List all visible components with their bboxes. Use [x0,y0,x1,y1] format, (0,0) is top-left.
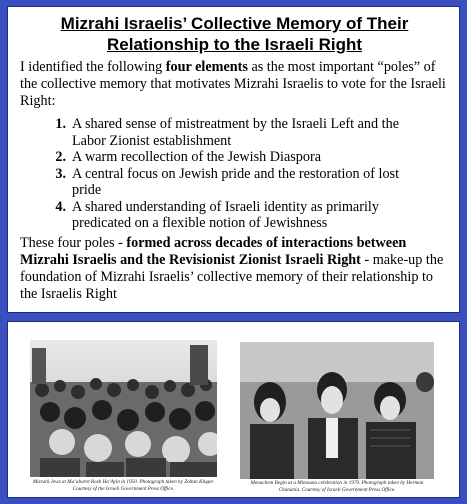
intro-paragraph [20,59,449,110]
title-line-1: Mizrahi Israelis’ Collective Memory of Their [60,14,409,33]
list-number: 3. [55,165,66,182]
list-number: 1. [55,116,66,132]
list-text: A warm recollection of the Jewish Diaspora [72,149,321,165]
title-line-2: Relationship to the Israeli Right [106,35,363,54]
crowd-photo-image [30,340,217,477]
closing-bold-text: formed across decades of interactions between Mizrahi Israelis and the Revisionist Zionist Israeli Right [20,234,407,268]
list-item [20,199,449,232]
elements-list [20,116,449,232]
list-item [20,116,449,149]
photo-caption-left: Mizrahi Jews at Ma’abarot Rosh Ha’Ayin in 1950. Photograph taken by Zoltan Kluger. Courtesy of the Israeli Government Press Office. [32,479,215,492]
celebration-photo-image [240,342,434,479]
page-title [20,13,449,55]
closing-text-end: - make-up the foundation of Mizrahi Israelis’ collective memory of their relationship to the Israelis Right [20,251,444,302]
list-item [20,149,449,166]
intro-text-start: I identified the following [20,59,166,75]
photo-crowd [30,340,217,477]
list-number: 4. [55,198,66,215]
text-panel [7,6,460,313]
list-text: A shared sense of mistreatment by the Israeli Left and the Labor Zionist establishment [72,116,399,149]
photo-caption-right: Menachem Begin at a Mimouna celebration in 1979. Photograph taken by Herman Chananía. Courtesy of Israeli Government Press Office. [250,480,424,493]
photo-panel [7,321,460,498]
list-number: 2. [55,149,66,165]
intro-bold-text: four elements [165,59,248,75]
list-text: A central focus on Jewish pride and the restoration of lost pride [72,165,400,198]
intro-text-end: as the most important “poles” of the collective memory that motivates Mizrahi Israelis to vote for the Israeli Right: [20,59,446,109]
closing-paragraph [20,235,449,303]
list-text: A shared understanding of Israeli identity as primarily predicated on a flexible notion of Jewishness [72,198,379,231]
photo-celebration [240,342,434,479]
closing-text-start: These four poles - [20,234,127,251]
list-item [20,166,449,199]
